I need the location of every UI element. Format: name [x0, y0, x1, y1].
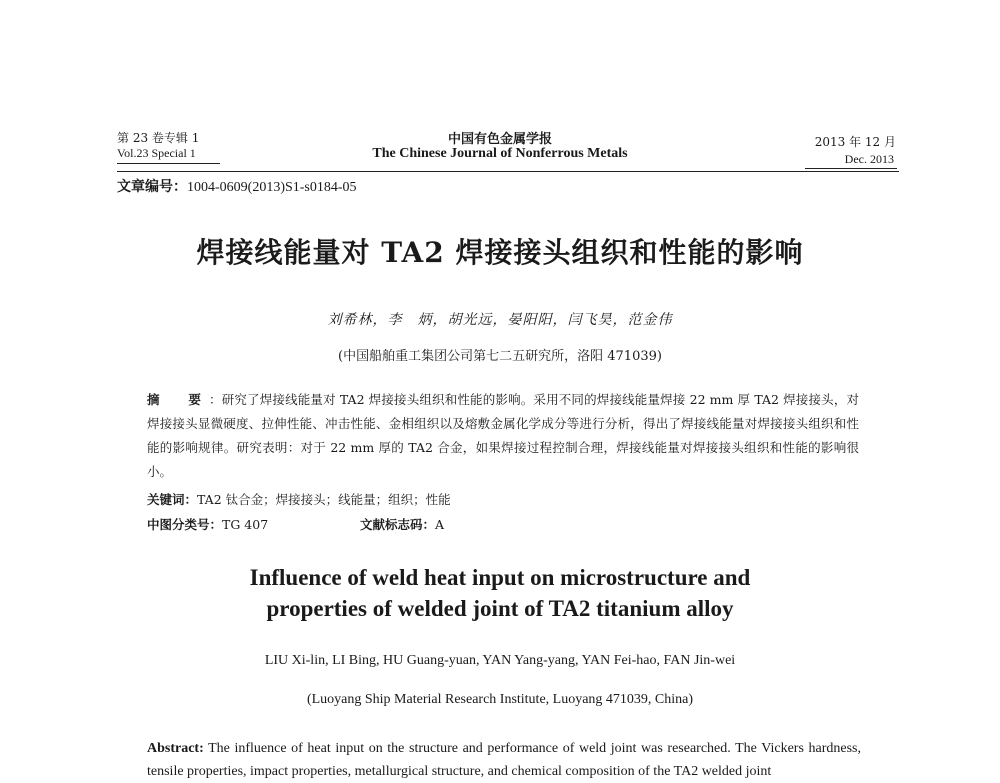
affiliation-en: (Luoyang Ship Material Research Institute, Luoyang 471039, China) — [306, 692, 694, 707]
abstract-cn — [147, 388, 859, 484]
issue-date-en: Dec. 2013 — [844, 152, 894, 166]
authors-en: LIU Xi-lin, LI Bing, HU Guang-yuan, YAN Yang-yang, YAN Fei-hao, FAN Jin-wei — [264, 653, 736, 668]
page-title-en-line2: properties of welded joint of TA2 titanium alloy — [266, 596, 734, 621]
volume-cn: 第 23 卷专辑 1 — [117, 131, 200, 145]
article-number-value: 1004-0609(2013)S1-s0184-05 — [187, 180, 357, 195]
page-title-en-line1: Influence of weld heat input on microstructure and — [249, 565, 751, 590]
keywords-cn-label: 关键词： — [147, 492, 198, 507]
affiliation-cn: (中国船舶重工集团公司第七二五研究所，洛阳 471039) — [338, 349, 662, 364]
volume-en: Vol.23 Special 1 — [117, 146, 196, 160]
article-number-label: 文章编号： — [117, 179, 187, 195]
abstract-en-text: The influence of heat input on the structure and performance of weld joint was researched. The Vickers hardness, tensile properties, impact properties, metallurgical structure, and chemical composition of the TA2 welded joint — [147, 741, 861, 779]
journal-name-cn: 中国有色金属学报 — [447, 132, 552, 147]
header-rule-right — [805, 168, 897, 169]
abstract-en — [147, 737, 861, 783]
abstract-en-label: Abstract: — [147, 741, 204, 756]
keywords-cn-text: TA2 钛合金；焊接接头；线能量；组织；性能 — [197, 492, 451, 507]
journal-name-en: The Chinese Journal of Nonferrous Metals — [372, 146, 628, 161]
document-code-value: A — [435, 517, 445, 532]
classification-label: 中图分类号： — [147, 517, 223, 532]
issue-date-cn: 2013 年 12 月 — [814, 135, 896, 149]
header-rule-left — [117, 163, 220, 164]
header-divider — [117, 171, 899, 172]
document-code — [360, 515, 444, 533]
abstract-cn-label: 摘 要 — [147, 392, 210, 407]
classification-code — [147, 515, 268, 533]
classification-value: TG 407 — [222, 517, 269, 532]
article-number — [117, 176, 357, 196]
abstract-cn-text: ：研究了焊接线能量对 TA2 焊接接头组织和性能的影响。采用不同的焊接线能量焊接 22 mm 厚 TA2 焊接接头，对焊接接头显微硬度、拉伸性能、冲击性能、金相组织以及熔敷金属化学成分等进行分析，得出了焊接线能量对焊接接头组织和性能的影响规律。研究表明：对于 22 mm 厚的 TA2 合金，如果焊接过程控制合理，焊接线能量对焊接接头组织和性能的影响很小。 — [147, 392, 859, 479]
document-code-label: 文献标志码： — [360, 517, 436, 532]
authors-cn: 刘希林，李 炳，胡光远，晏阳阳，闫飞昊，范金伟 — [327, 312, 673, 328]
page-title-cn: 焊接线能量对 TA2 焊接接头组织和性能的影响 — [196, 236, 804, 269]
keywords-cn — [147, 490, 451, 508]
